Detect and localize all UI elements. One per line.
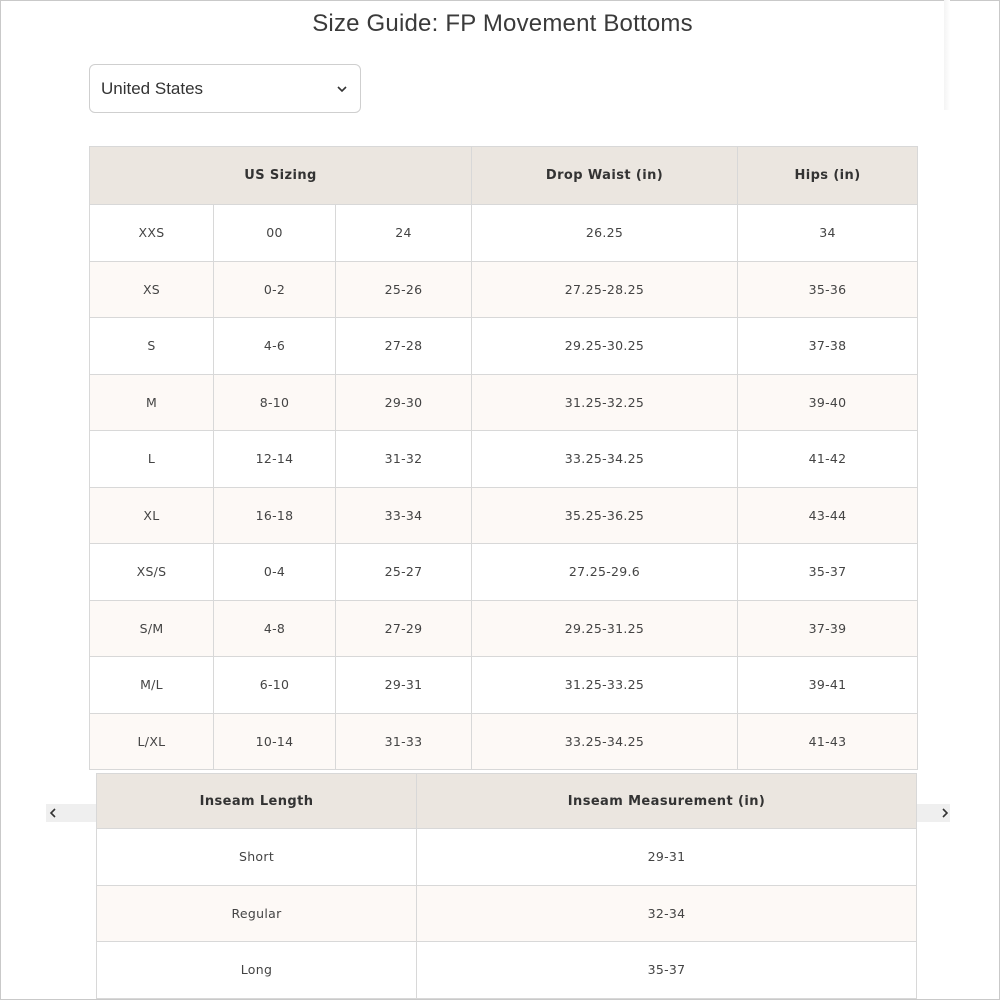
table-row <box>90 261 918 318</box>
drop-waist-cell: 26.25 <box>472 205 738 262</box>
drop-waist-cell: 29.25-31.25 <box>472 600 738 657</box>
country-select-value: United States <box>101 78 204 98</box>
waist-size-cell: 25-27 <box>336 544 472 601</box>
drop-waist-cell: 31.25-32.25 <box>472 374 738 431</box>
us-size-cell: 0-4 <box>214 544 336 601</box>
drop-waist-cell: 27.25-28.25 <box>472 261 738 318</box>
table-row <box>97 942 917 999</box>
inseam-length-cell: Regular <box>97 885 417 942</box>
hips-cell: 43-44 <box>738 487 918 544</box>
table-row <box>90 318 918 375</box>
hips-cell: 41-43 <box>738 713 918 770</box>
hips-cell: 34 <box>738 205 918 262</box>
us-size-cell: 00 <box>214 205 336 262</box>
chevron-right-icon[interactable] <box>940 804 950 822</box>
table-row <box>90 431 918 488</box>
hips-cell: 39-41 <box>738 657 918 714</box>
header-drop-waist: Drop Waist (in) <box>472 147 738 205</box>
table-row <box>97 829 917 886</box>
size-label-cell: L/XL <box>90 713 214 770</box>
waist-size-cell: 27-29 <box>336 600 472 657</box>
hips-cell: 37-39 <box>738 600 918 657</box>
size-label-cell: XS <box>90 261 214 318</box>
hips-cell: 37-38 <box>738 318 918 375</box>
us-size-cell: 6-10 <box>214 657 336 714</box>
us-size-cell: 4-8 <box>214 600 336 657</box>
waist-size-cell: 27-28 <box>336 318 472 375</box>
inseam-table <box>96 773 917 999</box>
hips-cell: 35-37 <box>738 544 918 601</box>
inseam-measurement-cell: 32-34 <box>417 885 917 942</box>
waist-size-cell: 31-32 <box>336 431 472 488</box>
table-row <box>90 600 918 657</box>
header-hips: Hips (in) <box>738 147 918 205</box>
table-row <box>90 657 918 714</box>
size-chart-header-row <box>90 147 918 205</box>
waist-size-cell: 24 <box>336 205 472 262</box>
waist-size-cell: 25-26 <box>336 261 472 318</box>
country-select[interactable] <box>89 64 361 113</box>
inseam-measurement-cell: 29-31 <box>417 829 917 886</box>
size-chart-table <box>89 146 918 770</box>
us-size-cell: 16-18 <box>214 487 336 544</box>
size-label-cell: M/L <box>90 657 214 714</box>
table-row <box>90 713 918 770</box>
header-us-sizing: US Sizing <box>90 147 472 205</box>
table-row <box>90 544 918 601</box>
hips-cell: 41-42 <box>738 431 918 488</box>
inseam-length-cell: Long <box>97 942 417 999</box>
us-size-cell: 12-14 <box>214 431 336 488</box>
size-label-cell: L <box>90 431 214 488</box>
table-row <box>90 487 918 544</box>
drop-waist-cell: 35.25-36.25 <box>472 487 738 544</box>
inseam-measurement-cell: 35-37 <box>417 942 917 999</box>
drop-waist-cell: 27.25-29.6 <box>472 544 738 601</box>
table-row <box>97 885 917 942</box>
waist-size-cell: 31-33 <box>336 713 472 770</box>
drop-waist-cell: 33.25-34.25 <box>472 431 738 488</box>
table-row <box>90 205 918 262</box>
size-label-cell: M <box>90 374 214 431</box>
header-inseam-measurement: Inseam Measurement (in) <box>417 774 917 829</box>
waist-size-cell: 33-34 <box>336 487 472 544</box>
us-size-cell: 0-2 <box>214 261 336 318</box>
drop-waist-cell: 31.25-33.25 <box>472 657 738 714</box>
chevron-left-icon[interactable] <box>46 804 60 822</box>
inseam-length-cell: Short <box>97 829 417 886</box>
size-label-cell: XL <box>90 487 214 544</box>
us-size-cell: 4-6 <box>214 318 336 375</box>
size-label-cell: S/M <box>90 600 214 657</box>
drop-waist-cell: 29.25-30.25 <box>472 318 738 375</box>
size-label-cell: S <box>90 318 214 375</box>
panel-edge <box>944 0 950 110</box>
waist-size-cell: 29-30 <box>336 374 472 431</box>
us-size-cell: 10-14 <box>214 713 336 770</box>
hips-cell: 39-40 <box>738 374 918 431</box>
us-size-cell: 8-10 <box>214 374 336 431</box>
waist-size-cell: 29-31 <box>336 657 472 714</box>
size-label-cell: XXS <box>90 205 214 262</box>
chevron-down-icon <box>336 83 348 95</box>
inseam-header-row <box>97 774 917 829</box>
header-inseam-length: Inseam Length <box>97 774 417 829</box>
size-label-cell: XS/S <box>90 544 214 601</box>
hips-cell: 35-36 <box>738 261 918 318</box>
table-row <box>90 374 918 431</box>
page-title: Size Guide: FP Movement Bottoms <box>312 10 693 37</box>
drop-waist-cell: 33.25-34.25 <box>472 713 738 770</box>
